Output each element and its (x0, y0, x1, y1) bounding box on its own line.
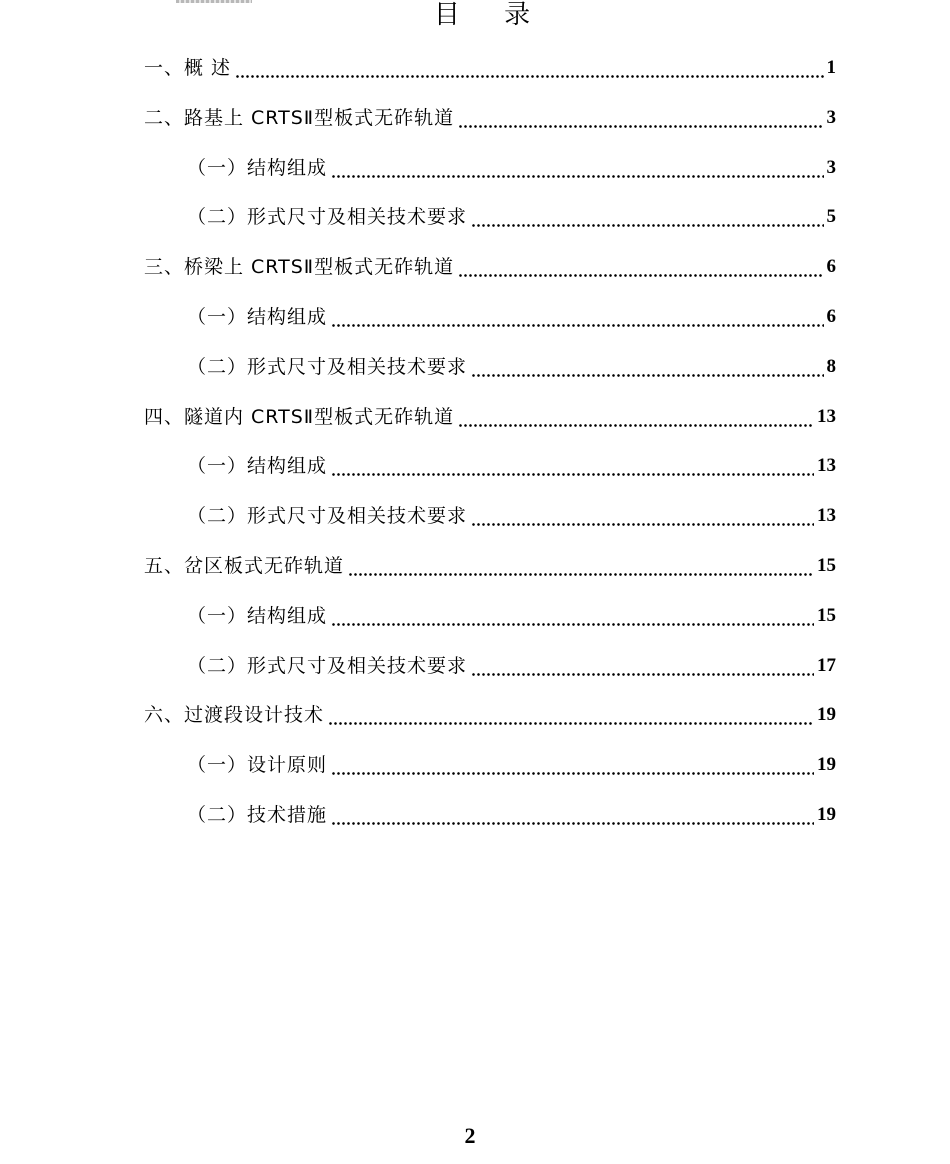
toc-entry-title: 六、过渡段设计技术 (144, 704, 325, 727)
footer-page-number: 2 (464, 1123, 476, 1148)
toc-dot-leader (471, 651, 814, 681)
toc-entry-page-number: 3 (826, 156, 836, 178)
toc-entry-title: （一）结构组成 (187, 455, 328, 478)
toc-dot-leader (235, 53, 823, 83)
toc-dot-leader (471, 202, 823, 232)
toc-entry-page-number: 6 (826, 256, 836, 278)
toc-entry[interactable] (144, 53, 836, 83)
toc-entry[interactable] (144, 551, 836, 581)
toc-entry[interactable] (187, 800, 836, 830)
toc-entry-page-number: 8 (826, 355, 836, 377)
toc-dot-leader (331, 601, 814, 631)
toc-entry-title: （二）技术措施 (187, 804, 328, 826)
toc-dot-leader (331, 153, 823, 183)
toc-entry-title: （二）形式尺寸及相关技术要求 (187, 355, 468, 378)
toc-entry-title: 二、路基上 CRTSⅡ型板式无砟轨道 (144, 106, 455, 129)
toc-dot-leader (458, 402, 814, 432)
toc-entry-page-number: 3 (826, 106, 836, 128)
toc-entry-page-number: 19 (817, 754, 836, 776)
toc-entry-page-number: 13 (817, 455, 836, 477)
toc-entry-page-number: 5 (826, 206, 836, 228)
toc-entry[interactable] (187, 451, 836, 481)
toc-entry-title: （一）结构组成 (187, 604, 328, 627)
toc-dot-leader (471, 501, 814, 531)
toc-entry[interactable] (144, 103, 836, 133)
toc-entry-page-number: 15 (817, 555, 836, 576)
toc-entry-page-number: 17 (817, 654, 836, 676)
toc-entry-page-number: 13 (817, 505, 836, 527)
page-title: 目 录 (433, 0, 549, 30)
toc-entry-title: （一）结构组成 (187, 306, 328, 328)
toc-entry-title: （二）形式尺寸及相关技术要求 (187, 654, 468, 677)
toc-dot-leader (331, 451, 814, 481)
toc-entry[interactable] (187, 153, 836, 183)
toc-entry-title: （一）结构组成 (187, 156, 328, 179)
toc-entry-title: 一、概 述 (144, 57, 232, 79)
toc-entry[interactable] (187, 651, 836, 681)
toc-entry[interactable] (187, 352, 836, 382)
toc-entry-page-number: 15 (817, 604, 836, 626)
toc-dot-leader (331, 800, 814, 830)
toc-entry-page-number: 19 (817, 804, 836, 825)
toc-entry-title: （二）形式尺寸及相关技术要求 (187, 206, 468, 229)
toc-entry-title: （一）设计原则 (187, 754, 328, 777)
toc-dot-leader (331, 302, 823, 332)
toc-dot-leader (348, 551, 814, 581)
toc-entry[interactable] (144, 402, 836, 432)
toc-dot-leader (458, 103, 823, 133)
toc-entry-title: 四、隧道内 CRTSⅡ型板式无砟轨道 (144, 405, 455, 428)
toc-entry-page-number: 1 (826, 57, 836, 78)
toc-entry-title: 三、桥梁上 CRTSⅡ型板式无砟轨道 (144, 256, 455, 279)
toc-entry-page-number: 19 (817, 704, 836, 726)
toc-entry[interactable] (187, 750, 836, 780)
toc-dot-leader (328, 700, 814, 730)
toc-entry-title: （二）形式尺寸及相关技术要求 (187, 505, 468, 528)
toc-entry[interactable] (187, 601, 836, 631)
toc-entry[interactable] (144, 700, 836, 730)
toc-dot-leader (471, 352, 823, 382)
toc-entry[interactable] (144, 252, 836, 282)
toc-dot-leader (331, 750, 814, 780)
toc-entry[interactable] (187, 501, 836, 531)
toc-entry-page-number: 6 (826, 306, 836, 327)
toc-entry[interactable] (187, 302, 836, 332)
toc-entry[interactable] (187, 202, 836, 232)
toc-entry-title: 五、岔区板式无砟轨道 (144, 555, 345, 577)
toc-dot-leader (458, 252, 823, 282)
toc-entry-page-number: 13 (817, 405, 836, 427)
